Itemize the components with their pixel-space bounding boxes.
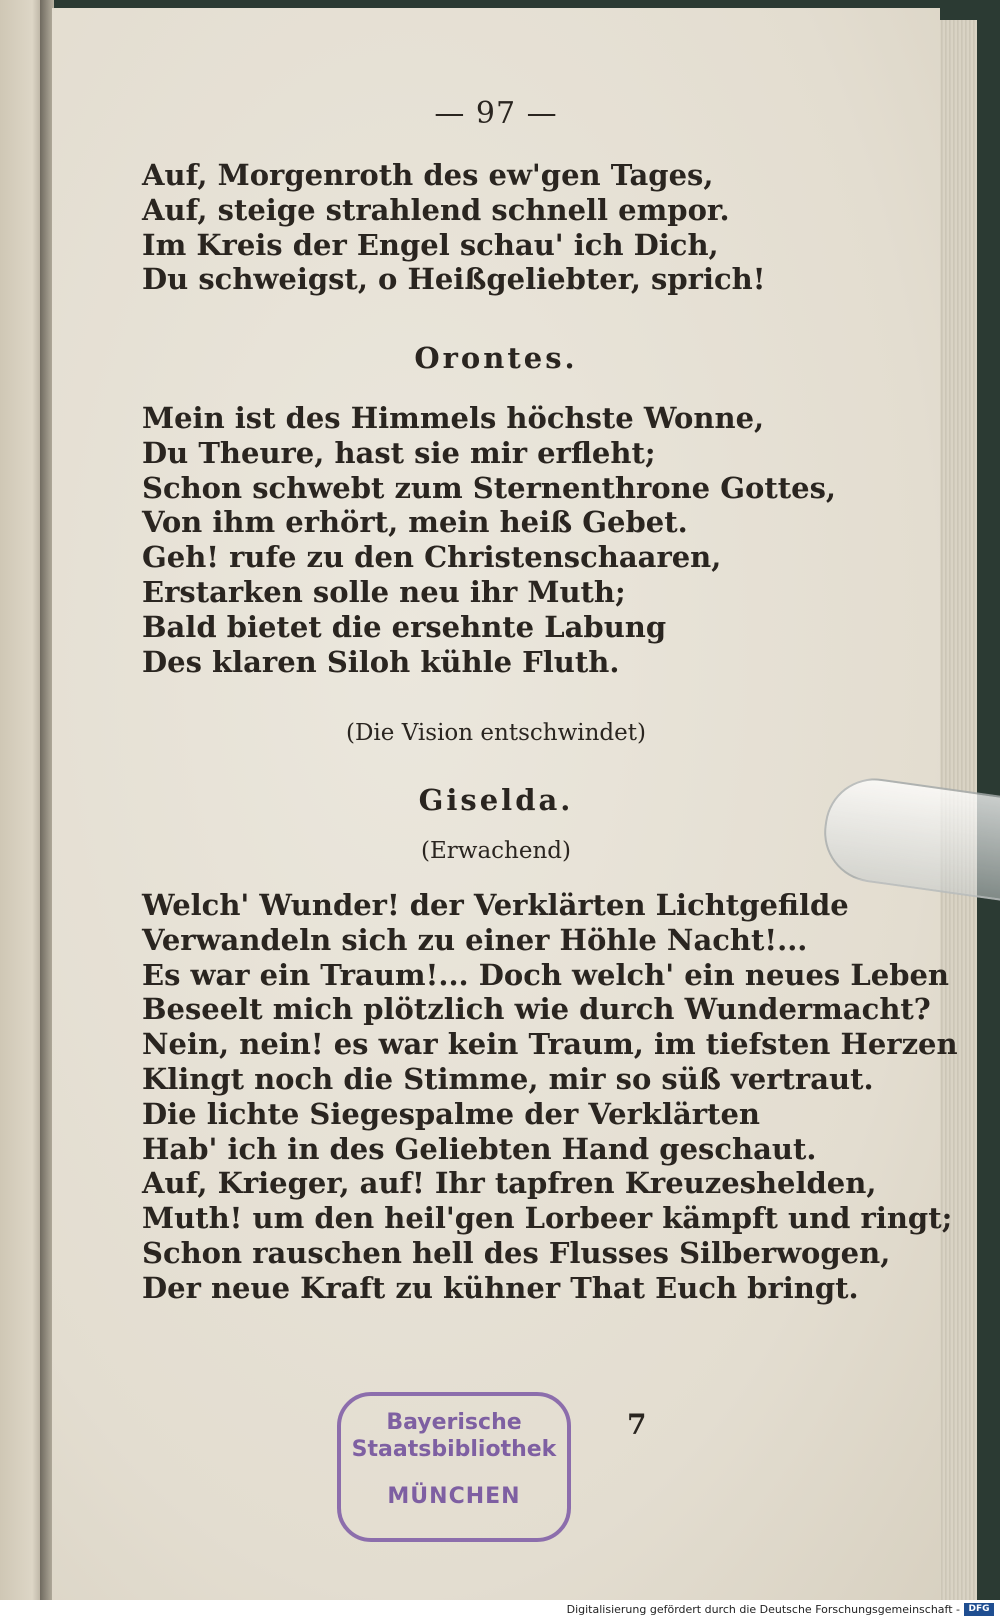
- verse-line: Auf, steige strahlend schnell empor.: [142, 192, 730, 227]
- verse-line: Schon rauschen hell des Flusses Silberwogen,: [142, 1235, 891, 1270]
- stage-direction-waking: (Erwachend): [421, 838, 571, 864]
- verse-line: Bald bietet die ersehnte Labung: [142, 609, 667, 644]
- verse-line: Hab' ich in des Geliebten Hand geschaut.: [142, 1131, 817, 1166]
- book-page: [52, 8, 958, 1600]
- verse-line: Klingt noch die Stimme, mir so süß vertraut.: [142, 1061, 874, 1096]
- verse-line: Des klaren Siloh kühle Fluth.: [142, 644, 620, 679]
- verse-line: Nein, nein! es war kein Traum, im tiefsten Herzen: [142, 1027, 958, 1062]
- stanza-1: [142, 158, 765, 297]
- stamp-line-3: MÜNCHEN: [387, 1484, 521, 1509]
- verse-line: Die lichte Siegespalme der Verklärten: [142, 1096, 760, 1131]
- verse-line: Der neue Kraft zu kühner That Euch bringt.: [142, 1270, 859, 1305]
- verse-line: Du schweigst, o Heißgeliebter, sprich!: [142, 262, 766, 297]
- stamp-line-1: Bayerische: [386, 1410, 522, 1435]
- verse-line: Im Kreis der Engel schau' ich Dich,: [142, 227, 719, 262]
- footer-credit: Digitalisierung gefördert durch die Deutsche Forschungsgemeinschaft -: [566, 1603, 960, 1616]
- verse-line: Beseelt mich plötzlich wie durch Wundermacht?: [142, 992, 931, 1027]
- verse-line: Auf, Morgenroth des ew'gen Tages,: [142, 158, 714, 192]
- verse-line: Du Theure, hast sie mir erfleht;: [142, 435, 656, 470]
- stanza-3: [142, 888, 958, 1306]
- stamp-line-2: Staatsbibliothek: [351, 1437, 557, 1462]
- stanza-2: [142, 401, 836, 679]
- verse-line: Geh! rufe zu den Christenschaaren,: [142, 540, 722, 575]
- verse-line: Muth! um den heil'gen Lorbeer kämpft und ringt;: [142, 1201, 953, 1236]
- verse-line: Es war ein Traum!... Doch welch' ein neues Leben: [142, 957, 950, 992]
- verse-line: Mein ist des Himmels höchste Wonne,: [142, 401, 765, 435]
- speaker-orontes: Orontes.: [414, 341, 578, 375]
- verse-line: Auf, Krieger, auf! Ihr tapfren Kreuzeshelden,: [142, 1166, 877, 1201]
- verse-line: Verwandeln sich zu einer Höhle Nacht!...: [142, 922, 808, 957]
- page-number-header: — 97 —: [434, 96, 558, 131]
- verse-line: Erstarken solle neu ihr Muth;: [142, 574, 626, 609]
- stage-direction-vision: (Die Vision entschwindet): [346, 720, 646, 746]
- library-stamp: [337, 1392, 571, 1542]
- verse-line: Schon schwebt zum Sternenthrone Gottes,: [142, 470, 836, 505]
- verse-line: Von ihm erhört, mein heiß Gebet.: [142, 505, 688, 540]
- signature-mark: 7: [627, 1408, 647, 1441]
- dfg-logo: DFG: [964, 1603, 994, 1616]
- footer-bar: [0, 1600, 1000, 1618]
- verse-line: Welch' Wunder! der Verklärten Lichtgefilde: [142, 888, 849, 922]
- speaker-giselda: Giselda.: [418, 783, 574, 817]
